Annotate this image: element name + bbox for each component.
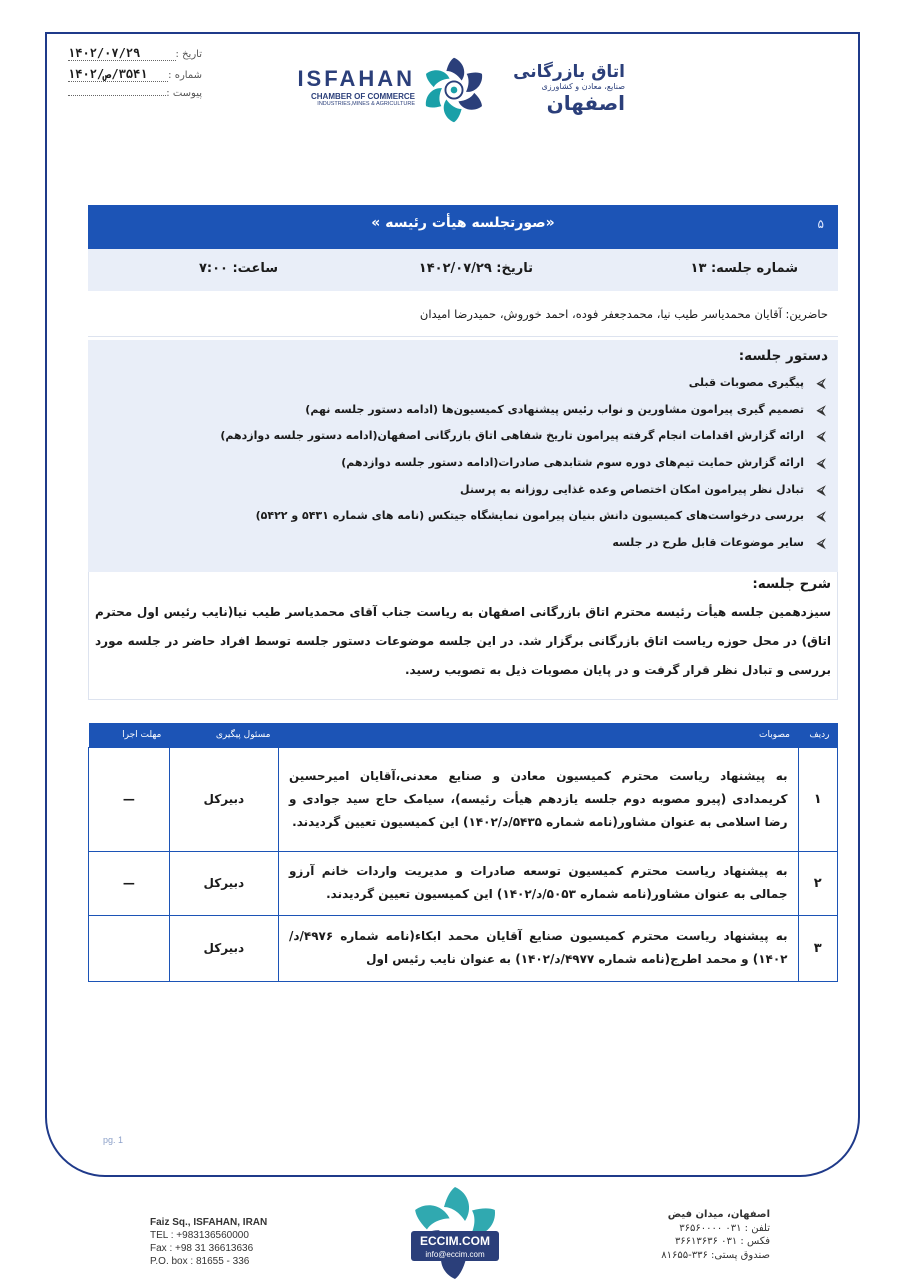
row-responsible: دبیرکل	[169, 747, 278, 851]
table-row	[89, 915, 838, 981]
logo-fa-line3: اصفهان	[546, 91, 625, 115]
agenda-item	[98, 370, 828, 397]
logo-en-sub2: INDUSTRIES,MINES & AGRICULTURE	[317, 101, 415, 107]
row-deadline: —	[89, 851, 170, 915]
agenda-item	[98, 450, 828, 477]
logo-en-name: ISFAHAN	[297, 66, 415, 91]
row-resolution: به پیشنهاد ریاست محترم کمیسیون معادن و صنایع معدنی،آقایان امیرحسین کریمدادی (پیرو مصوبه دوم جلسه یازدهم هیأت رئیسه)، سیامک حاج سید جوادی و رضا اسلامی به عنوان مشاور(نامه شماره ۵۴۳۵/د/۱۴۰۲) این کمیسیون تعیین گردیدند.	[278, 747, 798, 851]
page-number: pg. 1	[103, 1135, 124, 1145]
table-header-row	[89, 723, 838, 747]
description-heading: شرح جلسه:	[752, 576, 831, 592]
col-header-deadline: مهلت اجرا	[89, 723, 170, 747]
table-row	[89, 851, 838, 915]
session-time: ساعت: ۷:۰۰	[198, 261, 278, 276]
row-responsible: دبیرکل	[169, 851, 278, 915]
agenda-item-text: سایر موضوعات قابل طرح در جلسه	[612, 535, 804, 549]
table-row	[89, 747, 838, 851]
footer-persian-address	[630, 1208, 770, 1262]
row-number: ۳	[798, 915, 838, 981]
session-date: تاریخ: ۱۴۰۲/۰۷/۲۹	[418, 261, 533, 276]
meta-attachment-row	[62, 88, 202, 99]
agenda-heading: دستور جلسه:	[738, 348, 828, 364]
meta-number-row	[62, 67, 202, 82]
footer-en-line: Fax : +98 31 36613636	[150, 1243, 254, 1254]
resolutions-table	[88, 723, 838, 982]
title-band	[88, 205, 838, 249]
col-header-responsible: مسئول پیگیری	[169, 723, 278, 747]
description-section	[88, 572, 838, 700]
footer-fa-line: اصفهان، میدان فیض	[667, 1209, 770, 1220]
logo-fa-line1: اتاق بازرگانی	[513, 62, 625, 82]
logo-en-sub: CHAMBER OF COMMERCE	[311, 92, 415, 101]
meta-attachment-label: پیوست :	[166, 88, 202, 99]
agenda-item-text: ارائه گزارش اقدامات انجام گرفته پیرامون تاریخ شفاهی اتاق بازرگانی اصفهان(ادامه دستور جلسه دوازدهم)	[220, 429, 804, 443]
footer-en-line: Faiz Sq., ISFAHAN, IRAN	[150, 1217, 268, 1228]
check-arrow-icon: ⮘	[816, 376, 826, 391]
check-arrow-icon: ⮘	[816, 509, 826, 524]
footer-english-address	[150, 1216, 267, 1268]
attendees-line: حاضرین: آقایان محمدیاسر طیب نیا، محمدجعفر فوده، احمد خوروش، حمیدرضا امیدان	[88, 295, 838, 337]
chamber-emblem-icon	[416, 52, 492, 128]
letter-meta	[62, 46, 202, 105]
session-info-row	[88, 249, 838, 291]
check-arrow-icon: ⮘	[816, 456, 826, 471]
footer-site: ECCIM.COM	[420, 1234, 490, 1248]
agenda-list	[98, 370, 828, 556]
meta-number-label: شماره :	[168, 70, 202, 81]
check-arrow-icon: ⮘	[816, 429, 826, 444]
agenda-item-text: پیگیری مصوبات قبلی	[688, 376, 804, 390]
footer-fa-line: تلفن : ۰۳۱ ۳۶۵۶۰۰۰۰	[679, 1222, 770, 1234]
row-deadline	[89, 915, 170, 981]
row-resolution: به پیشنهاد ریاست محترم کمیسیون توسعه صادرات و مدیریت واردات خانم آرزو جمالی به عنوان مشاور(نامه شماره ۵۰۵۳/د/۱۴۰۲) این کمیسیون تعیین گردیدند.	[278, 851, 798, 915]
agenda-item-text: تصمیم گیری پیرامون مشاورین و نواب رئیس پیشنهادی کمیسیون‌ها (ادامه دستور جلسه نهم)	[305, 402, 804, 416]
agenda-item-text: تبادل نظر پیرامون امکان اختصاص وعده غذایی روزانه به پرسنل	[460, 482, 804, 496]
check-arrow-icon: ⮘	[816, 535, 826, 550]
agenda-item-text: بررسی درخواست‌های کمیسیون دانش بنیان پیرامون نمایشگاه جیتکس (نامه های شماره ۵۴۳۱ و ۵۴۲۲)	[255, 509, 804, 523]
agenda-item	[98, 530, 828, 557]
logo-fa-line2: صنایع، معادن و کشاورزی	[541, 82, 625, 91]
meta-number-value: ۳۵۴۱/ص/۱۴۰۲	[68, 67, 168, 82]
meta-attachment-value	[68, 95, 166, 96]
footer-fa-line: صندوق پستی: ۳۳۶-۸۱۶۵۵	[661, 1249, 770, 1261]
footer-en-line: TEL : +983136560000	[150, 1230, 249, 1241]
agenda-item	[98, 503, 828, 530]
meta-date-row	[62, 46, 202, 61]
check-arrow-icon: ⮘	[816, 402, 826, 417]
col-header-resolution: مصوبات	[278, 723, 798, 747]
chamber-logo	[290, 52, 630, 132]
agenda-item	[98, 397, 828, 424]
row-number: ۱	[798, 747, 838, 851]
document-title: «صورتجلسه هیأت رئیسه »	[371, 215, 555, 231]
footer-en-line: P.O. box : 81655 - 336	[150, 1256, 250, 1267]
corner-mark: ۵	[817, 217, 824, 231]
session-number: شماره جلسه: ۱۳	[690, 261, 798, 276]
row-resolution: به پیشنهاد ریاست محترم کمیسیون صنایع آقایان محمد ابکاء(نامه شماره ۴۹۷۶/د/۱۴۰۲) و محمد اطرج(نامه شماره ۴۹۷۷/د/۱۴۰۲) به عنوان نایب رئیس اول	[278, 915, 798, 981]
description-text: سیزدهمین جلسه هیأت رئیسه محترم اتاق بازرگانی اصفهان به ریاست جناب آقای محمدیاسر طیب نیا(نایب رئیس اول محترم اتاق) در محل حوزه ریاست اتاق بازرگانی برگزار شد. در این جلسه موضوعات دستور جلسه توسط افراد حاضر در جلسه مورد بررسی و تبادل نظر قرار گرفت و در پایان مصوبات ذیل به تصویب رسید.	[95, 605, 831, 677]
logo-persian	[495, 62, 625, 115]
agenda-item-text: ارائه گزارش حمایت تیم‌های دوره سوم شتابدهی صادرات(ادامه دستور جلسه دوازدهم)	[341, 456, 804, 470]
agenda-item	[98, 476, 828, 503]
row-deadline: —	[89, 747, 170, 851]
logo-english	[290, 66, 415, 107]
row-number: ۲	[798, 851, 838, 915]
row-responsible: دبیرکل	[169, 915, 278, 981]
footer-email: info@eccim.com	[425, 1250, 485, 1259]
check-arrow-icon: ⮘	[816, 482, 826, 497]
agenda-item	[98, 423, 828, 450]
meta-date-label: تاریخ :	[175, 49, 202, 60]
agenda-section	[88, 340, 838, 572]
meta-date-value: ۱۴۰۲/۰۷/۲۹	[68, 46, 176, 61]
footer-fa-line: فکس : ۰۳۱ ۳۶۶۱۳۶۳۶	[674, 1236, 770, 1247]
footer-emblem	[405, 1175, 505, 1280]
col-header-no: ردیف	[798, 723, 838, 747]
